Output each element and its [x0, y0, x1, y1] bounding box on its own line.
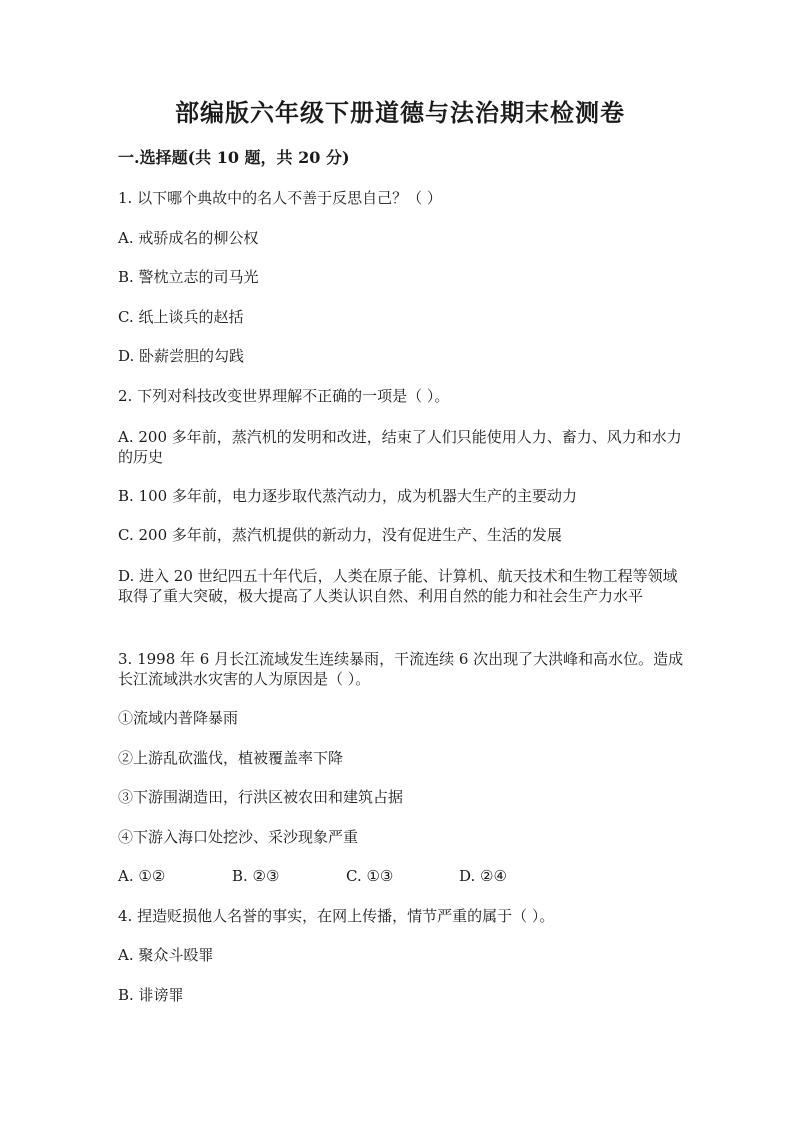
question-4-option-a: A. 聚众斗殴罪 — [118, 946, 214, 964]
question-3-statement-3: ③下游围湖造田，行洪区被农田和建筑占据 — [118, 788, 404, 806]
question-3-options — [118, 866, 688, 886]
question-3-stem: 3. 1998 年 6 月长江流域发生连续暴雨，干流连续 6 次出现了大洪峰和高水位。造成长江流域洪水灾害的人为原因是（ ）。 — [118, 650, 684, 688]
question-4-option-b: B. 诽谤罪 — [118, 986, 184, 1004]
question-1-stem: 1. 以下哪个典故中的名人不善于反思自己？（ ） — [118, 189, 442, 207]
question-3-option-a: A. ①② — [118, 867, 166, 885]
question-2-option-b: B. 100 多年前，电力逐步取代蒸汽动力，成为机器大生产的主要动力 — [118, 487, 577, 505]
question-1-option-d: D. 卧薪尝胆的勾践 — [118, 347, 245, 365]
question-2-stem: 2. 下列对科技改变世界理解不正确的一项是（ ）。 — [118, 387, 450, 405]
question-3-option-c: C. ①③ — [346, 867, 394, 885]
question-2-option-a: A. 200 多年前，蒸汽机的发明和改进，结束了人们只能使用人力、畜力、风力和水力的历史 — [118, 428, 682, 466]
question-1-option-a: A. 戒骄成名的柳公权 — [118, 229, 259, 247]
question-4-stem: 4. 捏造贬损他人名誉的事实，在网上传播，情节严重的属于（ ）。 — [118, 907, 555, 925]
question-3-option-d: D. ②④ — [459, 867, 507, 885]
question-2-option-d: D. 进入 20 世纪四五十年代后，人类在原子能、计算机、航天技术和生物工程等领域取得了重大突破，极大提高了人类认识自然、利用自然的能力和社会生产力水平 — [118, 567, 678, 605]
question-3-statement-1: ①流域内普降暴雨 — [118, 709, 239, 727]
question-3-statement-2: ②上游乱砍滥伐，植被覆盖率下降 — [118, 749, 344, 767]
page-title: 部编版六年级下册道德与法治期末检测卷 — [175, 98, 625, 127]
question-2-option-c: C. 200 多年前，蒸汽机提供的新动力，没有促进生产、生活的发展 — [118, 526, 562, 544]
question-3-option-b: B. ②③ — [232, 867, 280, 885]
question-1-option-c: C. 纸上谈兵的赵括 — [118, 308, 244, 326]
question-1-option-b: B. 警枕立志的司马光 — [118, 268, 259, 286]
question-3-statement-4: ④下游入海口处挖沙、采沙现象严重 — [118, 828, 359, 846]
section-heading: 一.选择题(共 10 题，共 20 分) — [118, 148, 350, 167]
